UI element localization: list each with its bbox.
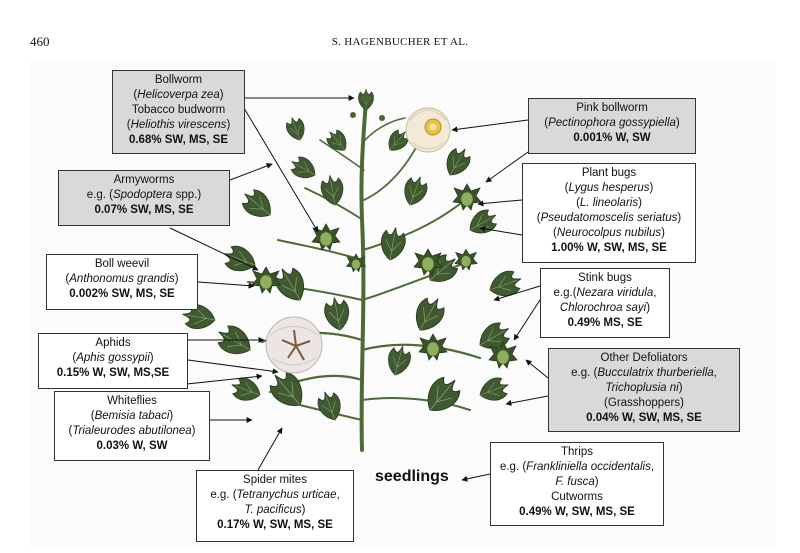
seedlings-label: seedlings bbox=[375, 468, 449, 485]
cotton-flower-white bbox=[266, 317, 322, 373]
pest-scientific-name: e.g. (Bucculatrix thurberiella, bbox=[571, 367, 717, 379]
pest-percentage: 1.00% W, SW, MS, SE bbox=[551, 242, 667, 254]
pest-box-boll-weevil bbox=[46, 254, 198, 310]
pest-scientific-name: Trichoplusia ni) bbox=[605, 382, 683, 394]
pest-common-name: Other Defoliators bbox=[600, 352, 688, 364]
running-head: S. HAGENBUCHER ET AL. bbox=[331, 36, 469, 48]
pest-scientific-name: Chlorochroa sayi) bbox=[559, 302, 651, 314]
pest-percentage: 0.49% W, SW, MS, SE bbox=[519, 506, 635, 518]
pest-percentage: 0.17% W, SW, MS, SE bbox=[217, 519, 333, 531]
pest-scientific-name: (Heliothis virescens) bbox=[126, 119, 231, 131]
pest-percentage: 0.49% MS, SE bbox=[567, 317, 643, 329]
pest-scientific-name: e.g. (Spodoptera spp.) bbox=[86, 189, 202, 201]
pest-scientific-name: (Aphis gossypii) bbox=[72, 352, 154, 364]
pest-scientific-name: F. fusca) bbox=[555, 476, 599, 488]
pest-percentage: 0.03% W, SW bbox=[96, 440, 168, 452]
pest-percentage: 0.07% SW, MS, SE bbox=[94, 204, 194, 216]
page-number: 460 bbox=[30, 34, 50, 49]
pest-box-spider-mites bbox=[196, 470, 354, 542]
pest-percentage: 0.002% SW, MS, SE bbox=[69, 288, 175, 300]
pest-common-name: Plant bugs bbox=[581, 167, 637, 179]
pest-scientific-name: e.g. (Frankliniella occidentalis, bbox=[499, 461, 655, 473]
pest-percentage: 0.68% SW, MS, SE bbox=[128, 134, 229, 146]
pest-scientific-name: (Bemisia tabaci) bbox=[90, 410, 174, 422]
pest-common-name: (Grasshoppers) bbox=[604, 397, 684, 409]
pest-box-other-defoliators bbox=[548, 348, 740, 432]
pest-box-stink-bugs bbox=[540, 268, 670, 338]
pest-percentage: 0.15% W, SW, MS,SE bbox=[56, 367, 170, 379]
pest-scientific-name: (Anthonomus grandis) bbox=[65, 273, 179, 285]
pest-box-plant-bugs bbox=[522, 163, 696, 263]
pest-scientific-name: (Helicoverpa zea) bbox=[133, 89, 224, 101]
pest-scientific-name: (Pectinophora gossypiella) bbox=[544, 117, 680, 129]
pest-common-name: Spider mites bbox=[243, 474, 307, 486]
pest-box-bollworm bbox=[112, 70, 245, 154]
pest-scientific-name: (Trialeurodes abutilonea) bbox=[68, 425, 196, 437]
pest-box-armyworms bbox=[58, 170, 230, 226]
cotton-flower-yellow bbox=[406, 108, 450, 152]
pest-scientific-name: (Neurocolpus nubilus) bbox=[553, 227, 665, 239]
pest-percentage: 0.001% W, SW bbox=[573, 132, 651, 144]
pest-percentage: 0.04% W, SW, MS, SE bbox=[586, 412, 702, 424]
pest-scientific-name: (Lygus hesperus) bbox=[564, 182, 654, 194]
pest-common-name: Tobacco budworm bbox=[131, 104, 226, 116]
pest-common-name: Cutworms bbox=[551, 491, 603, 503]
pest-scientific-name: (Pseudatomoscelis seriatus) bbox=[536, 212, 682, 224]
pest-box-thrips-cutworms bbox=[490, 442, 664, 526]
pest-scientific-name: (L. lineolaris) bbox=[576, 197, 642, 209]
pest-box-pink-bollworm bbox=[528, 98, 696, 154]
pest-scientific-name: T. pacificus) bbox=[244, 504, 306, 516]
pest-common-name: Bollworm bbox=[154, 74, 203, 86]
pest-common-name: Boll weevil bbox=[94, 258, 150, 270]
pest-scientific-name: e.g.(Nezara viridula, bbox=[553, 287, 657, 299]
pest-scientific-name: e.g. (Tetranychus urticae, bbox=[210, 489, 340, 501]
pest-common-name: Armyworms bbox=[113, 174, 175, 186]
pest-box-whiteflies bbox=[54, 391, 210, 461]
pest-common-name: Aphids bbox=[95, 337, 131, 349]
pest-box-aphids bbox=[38, 333, 188, 389]
pest-common-name: Stink bugs bbox=[578, 272, 632, 284]
pest-common-name: Thrips bbox=[561, 446, 593, 458]
pest-common-name: Pink bollworm bbox=[576, 102, 648, 114]
pest-common-name: Whiteflies bbox=[107, 395, 157, 407]
